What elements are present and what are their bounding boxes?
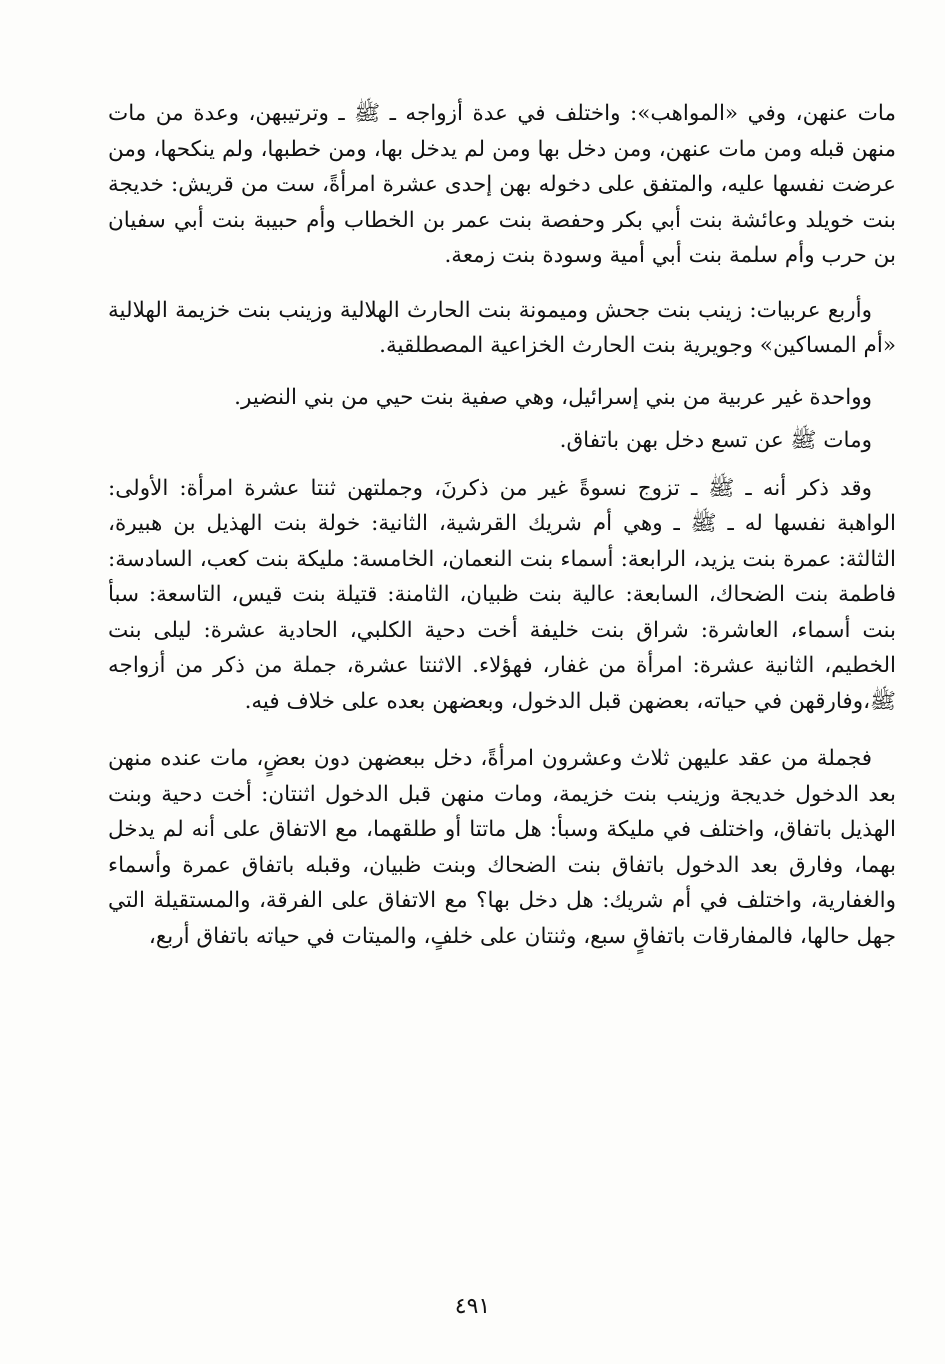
- paragraph-6: فجملة من عقد عليهن ثلاث وعشرون امرأةً، دخل ببعضهن دون بعضٍ، مات عنده منهن بعد الدخول خديجة وزينب بنت خزيمة، ومات منهن قبل الدخول اثنتان: أخت دحية وبنت الهذيل باتفاق، واختلف في مليكة وسبأ: هل ماتتا أو طلقهما، مع الاتفاق على أنه لم يدخل بهما، وفارق بعد الدخول باتفاق بنت الضحاك وبنت ظبيان، وقبله باتفاق عمرة وأسماء والغفارية، واختلف في أم شريك: هل دخل بها؟ مع الاتفاق على الفرقة، والمستقيلة التي جهل حالها، فالمفارقات باتفاقٍ سبع، وثنتان على خلفٍ، والميتات في حياته باتفاق أربع،: [108, 746, 896, 949]
- page-number: ٤٩١: [454, 1294, 491, 1319]
- paragraph-2: وأربع عربيات: زينب بنت جحش وميمونة بنت الحارث الهلالية وزينب بنت خزيمة الهلالية «أم المساكين» وجويرية بنت الحارث الخزاعية المصطلقية.: [108, 297, 896, 358]
- paragraph-4: ومات ﷺ عن تسع دخل بهن باتفاق.: [559, 428, 872, 453]
- main-text: [108, 96, 896, 954]
- paragraph-5: وقد ذكر أنه ـ ﷺ ـ تزوج نسوةً غير من ذكرنَ، وجملتهن ثنتا عشرة امرأة: الأولى: الواهبة نفسها له ـ ﷺ ـ وهي أم شريك القرشية، الثانية: خولة بنت الهذيل بن هبيرة، الثالثة: عمرة بنت يزيد، الرابعة: أسماء بنت النعمان، الخامسة: مليكة بنت كعب، السادسة: فاطمة بنت الضحاك، السابعة: عالية بنت ظبيان، الثامنة: قتيلة بنت قيس، التاسعة: سبأ بنت أسماء، العاشرة: شراق بنت خليفة أخت دحية الكلبي، الحادية عشرة: ليلى بنت الخطيم، الثانية عشرة: امرأة من غفار، فهؤلاء. الاثنتا عشرة، جملة من ذكر من أزواجه ﷺ،وفارقهن في حياته، بعضهن قبل الدخول، وبعضهن بعده على خلاف فيه.: [108, 475, 896, 714]
- paragraph-1: مات عنهن، وفي «المواهب»: واختلف في عدة أزواجه ـ ﷺ ـ وترتيبهن، وعدة من مات منهن قبله ومن مات عنهن، ومن دخل بها ومن لم يدخل بها، ومن خطبها، ولم ينكحها، ومن عرضت نفسها عليه، والمتفق على دخوله بهن إحدى عشرة امرأةً، ست من قريش: خديجة بنت خويلد وعائشة بنت أبي بكر وحفصة بنت عمر بن الخطاب وأم حبيبة بنت أبي سفيان بن حرب وأم سلمة بنت أبي أمية وسودة بنت زمعة.: [108, 101, 896, 268]
- paragraph-3: وواحدة غير عربية من بني إسرائيل، وهي صفية بنت حيي من بني النضير.: [234, 384, 872, 410]
